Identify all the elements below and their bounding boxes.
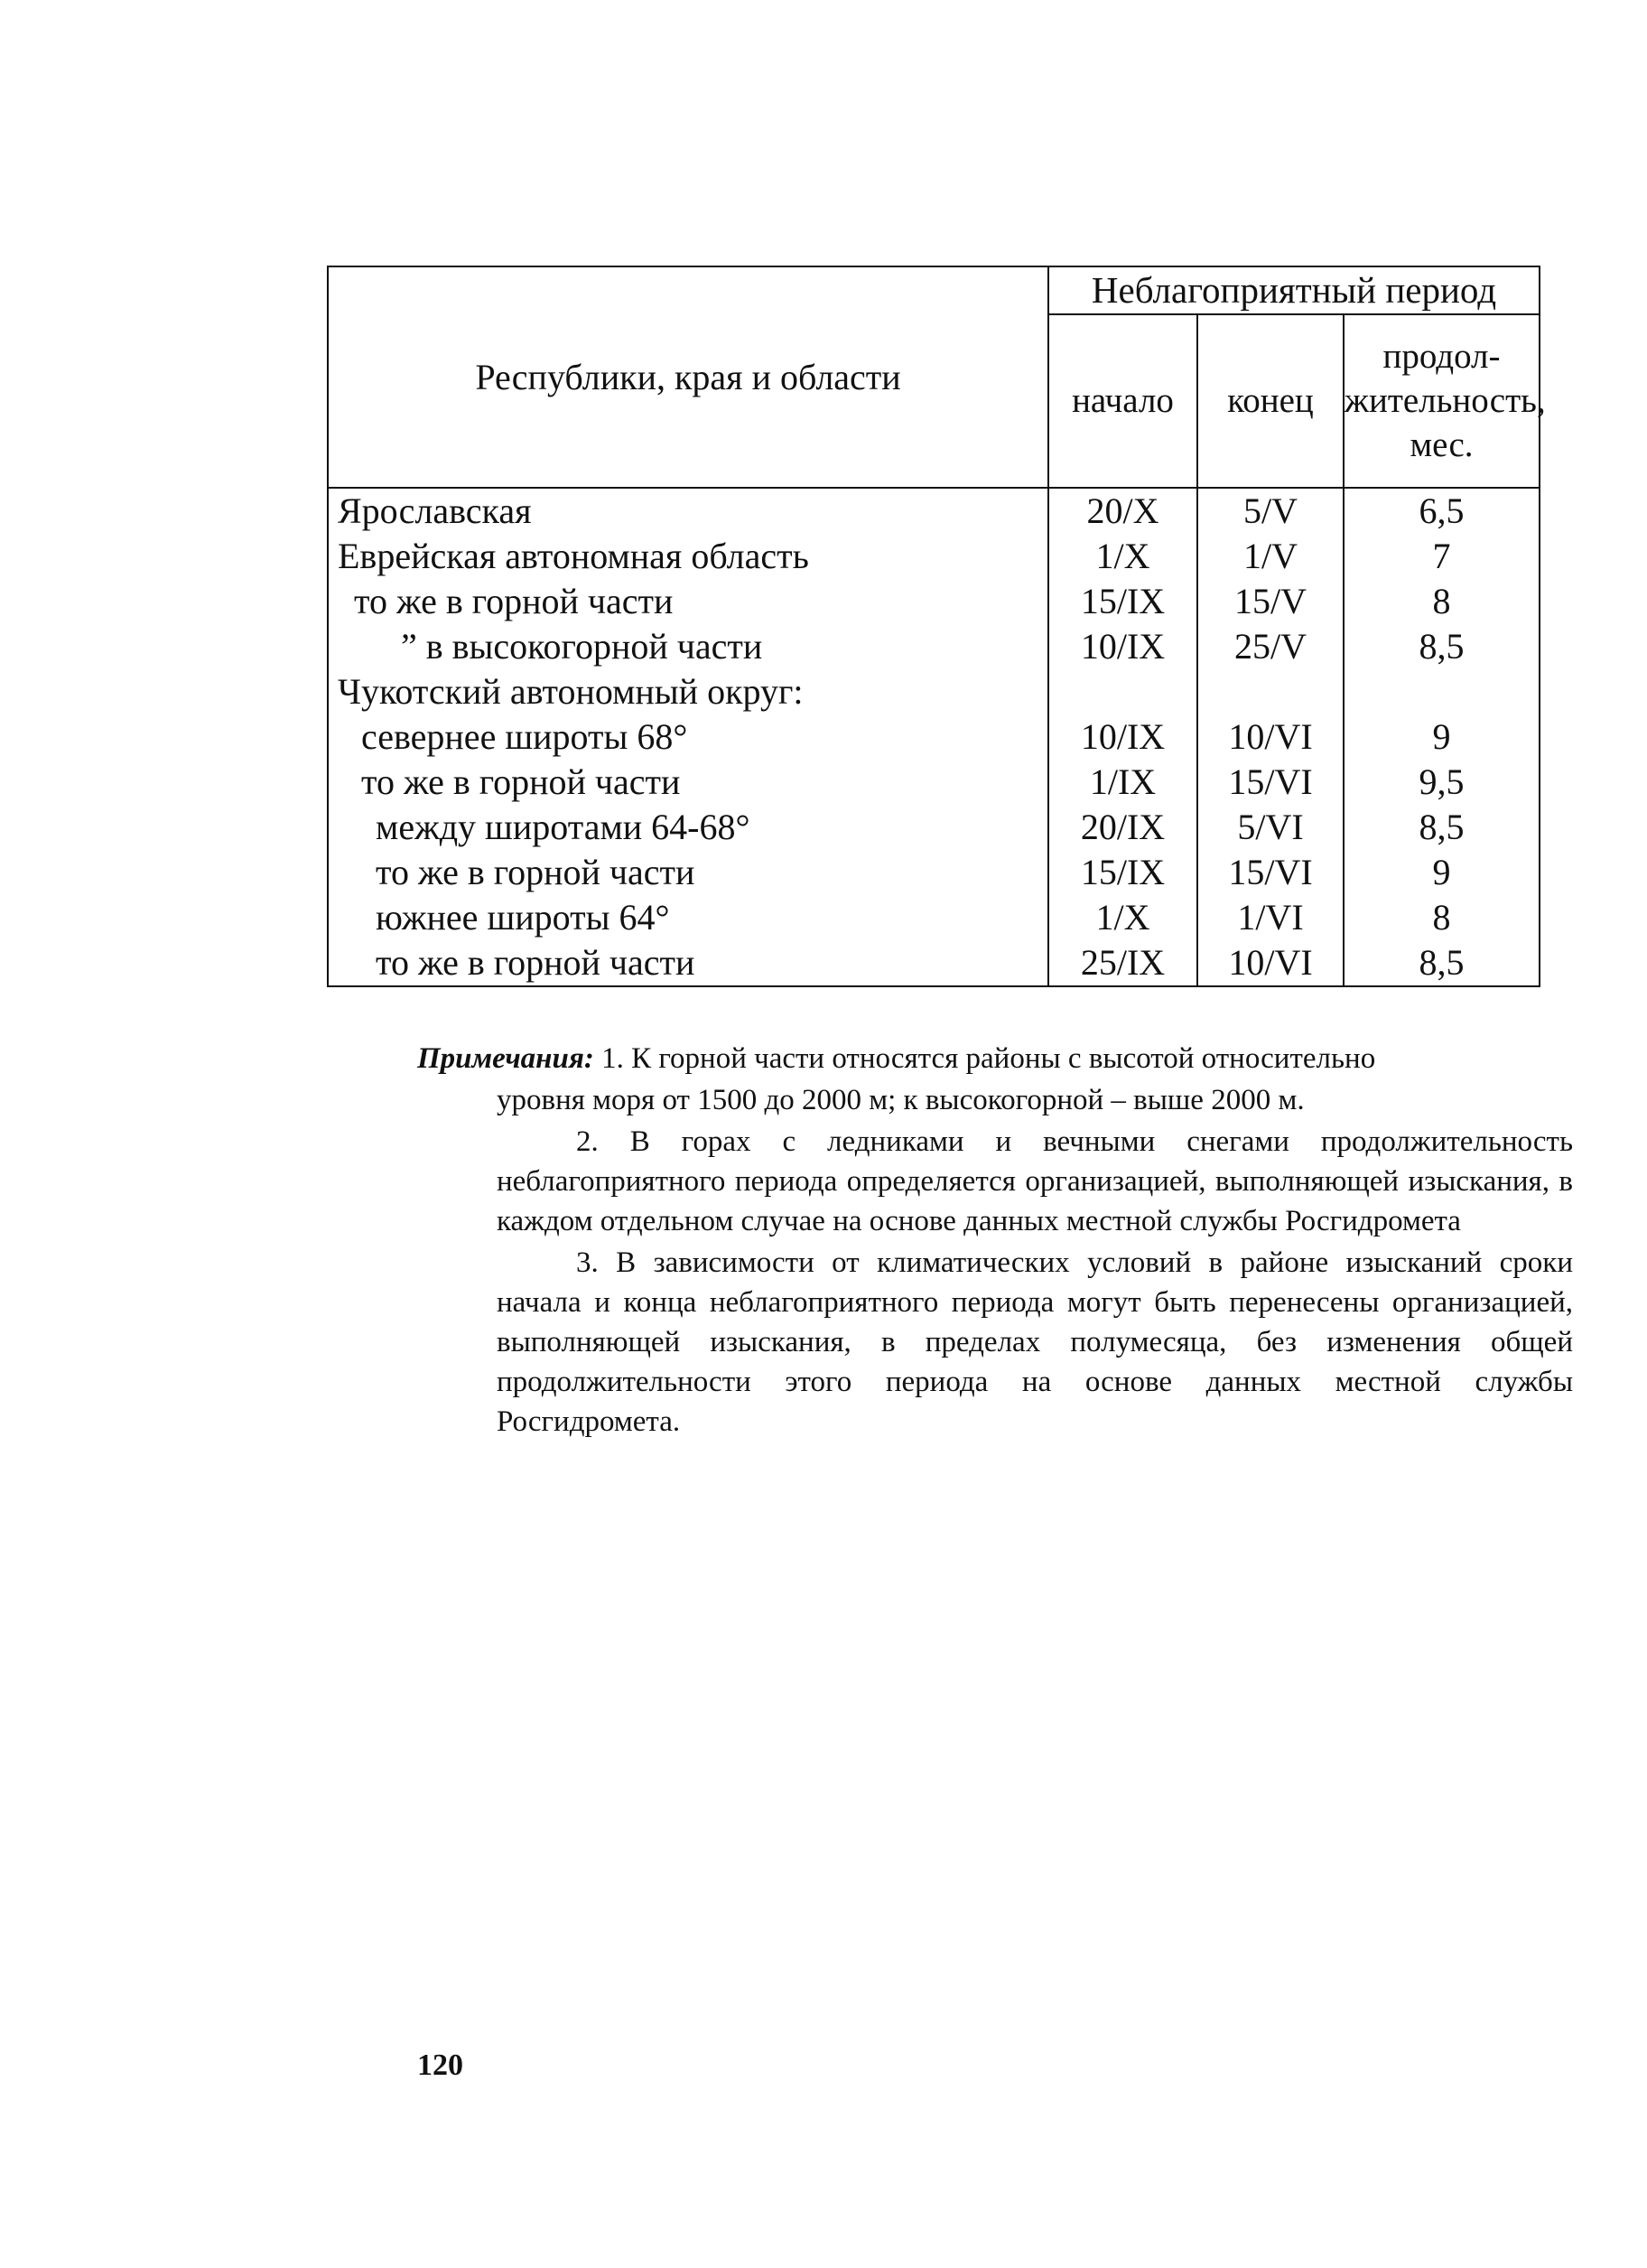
header-start: начало [1048, 314, 1197, 488]
end-cell: 15/VI [1197, 760, 1344, 805]
region-cell: Чукотский автономный округ: [328, 669, 1048, 714]
duration-cell: 8,5 [1344, 624, 1540, 669]
table-row [328, 488, 1540, 534]
start-cell: 15/IX [1048, 850, 1197, 895]
table-row [328, 669, 1540, 714]
start-cell: 20/X [1048, 488, 1197, 534]
table-row [328, 579, 1540, 624]
start-cell: 15/IX [1048, 579, 1197, 624]
header-unfavorable-period: Неблагоприятный период [1048, 266, 1540, 314]
note-1 [417, 1039, 1573, 1078]
region-cell: то же в горной части [328, 579, 1048, 624]
region-cell: то же в горной части [328, 940, 1048, 986]
header-duration: продол-жительность, мес. [1344, 314, 1540, 488]
region-cell: то же в горной части [328, 850, 1048, 895]
table-row [328, 534, 1540, 579]
duration-cell [1344, 669, 1540, 714]
duration-cell: 7 [1344, 534, 1540, 579]
table-row [328, 940, 1540, 986]
end-cell: 5/VI [1197, 805, 1344, 850]
table-row [328, 895, 1540, 940]
start-cell: 20/IX [1048, 805, 1197, 850]
start-cell: 10/IX [1048, 624, 1197, 669]
end-cell: 5/V [1197, 488, 1344, 534]
start-cell: 1/IX [1048, 760, 1197, 805]
region-cell: севернее широты 68° [328, 714, 1048, 760]
table-row [328, 760, 1540, 805]
duration-cell: 8,5 [1344, 805, 1540, 850]
end-cell: 25/V [1197, 624, 1344, 669]
page-number: 120 [417, 2049, 463, 2082]
table-row [328, 805, 1540, 850]
duration-cell: 8 [1344, 579, 1540, 624]
end-cell: 10/VI [1197, 940, 1344, 986]
notes-section [417, 1039, 1573, 1443]
region-cell: ” в высокогорной части [328, 624, 1048, 669]
table-row [328, 624, 1540, 669]
table-row [328, 850, 1540, 895]
duration-cell: 8,5 [1344, 940, 1540, 986]
start-cell: 25/IX [1048, 940, 1197, 986]
region-cell: то же в горной части [328, 760, 1048, 805]
region-cell: Еврейская автономная область [328, 534, 1048, 579]
end-cell: 1/VI [1197, 895, 1344, 940]
start-cell: 1/X [1048, 895, 1197, 940]
note-3: 3. В зависимости от климатических условий в районе изысканий сроки начала и конца неблагоприятного периода могут быть перенесены организацией, выполняющей изыскания, в пределах полумесяца, без изменения общей продолжительности этого периода на основе данных местной службы Росгидромета. [497, 1246, 1573, 1438]
duration-cell: 9,5 [1344, 760, 1540, 805]
notes-title: Примечания: [417, 1042, 594, 1075]
end-cell: 1/V [1197, 534, 1344, 579]
end-cell: 10/VI [1197, 714, 1344, 760]
note-1-line-1: 1. К горной части относятся районы с высотой относительно [601, 1042, 1376, 1075]
end-cell [1197, 669, 1344, 714]
region-cell: южнее широты 64° [328, 895, 1048, 940]
duration-cell: 9 [1344, 850, 1540, 895]
header-region: Республики, края и области [328, 266, 1048, 488]
duration-cell: 9 [1344, 714, 1540, 760]
header-end: конец [1197, 314, 1344, 488]
start-cell [1048, 669, 1197, 714]
region-cell: между широтами 64-68° [328, 805, 1048, 850]
end-cell: 15/V [1197, 579, 1344, 624]
duration-cell: 6,5 [1344, 488, 1540, 534]
end-cell: 15/VI [1197, 850, 1344, 895]
table-row [328, 714, 1540, 760]
region-cell: Ярославская [328, 488, 1048, 534]
start-cell: 10/IX [1048, 714, 1197, 760]
note-2: 2. В горах с ледниками и вечными снегами продолжительность неблагоприятного периода определяется организацией, выполняющей изыскания, в каждом отдельном случае на основе данных местной службы Росгидромета [497, 1125, 1573, 1237]
unfavorable-period-table [327, 266, 1546, 987]
start-cell: 1/X [1048, 534, 1197, 579]
duration-cell: 8 [1344, 895, 1540, 940]
note-1-continuation: уровня моря от 1500 до 2000 м; к высокогорной – выше 2000 м. [497, 1084, 1305, 1116]
